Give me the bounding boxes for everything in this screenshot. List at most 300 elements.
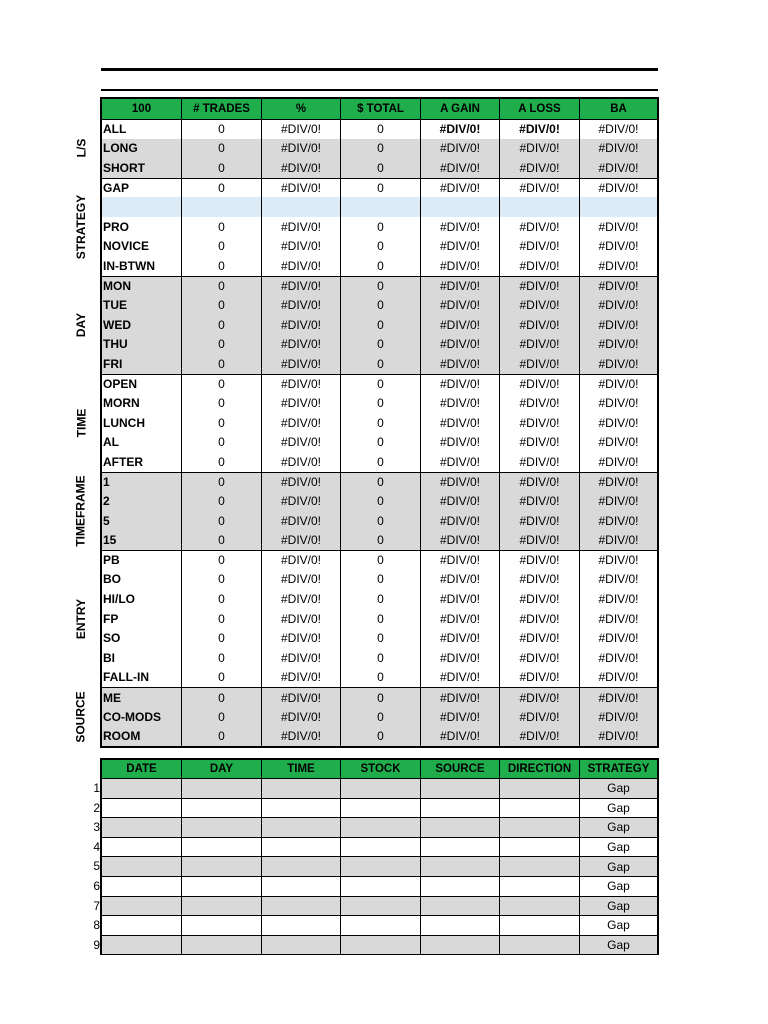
value-cell[interactable]: #DIV/0! [420,609,499,629]
value-cell[interactable]: 0 [181,433,261,453]
value-cell[interactable]: #DIV/0! [499,511,579,531]
value-cell[interactable]: #DIV/0! [579,256,657,276]
log-cell[interactable] [499,897,579,916]
value-cell[interactable]: 0 [340,511,420,531]
section-label-entry [56,550,106,687]
value-cell[interactable]: #DIV/0! [499,217,579,237]
log-cell[interactable] [261,799,340,818]
value-cell[interactable]: 0 [340,726,420,746]
row-label: ME [103,690,121,705]
value-cell[interactable]: 0 [340,609,420,629]
log-cell[interactable] [102,799,181,818]
value-cell[interactable]: #DIV/0! [499,648,579,668]
log-cell[interactable] [340,916,420,935]
value-cell[interactable]: #DIV/0! [579,707,657,727]
summary-header-cell: A LOSS [499,99,579,119]
log-cell[interactable] [181,779,261,798]
value-cell[interactable]: #DIV/0! [420,570,499,590]
value-cell[interactable]: #DIV/0! [261,707,340,727]
section-label-ls [56,119,106,178]
value-cell[interactable] [181,197,261,217]
value-cell[interactable]: #DIV/0! [261,589,340,609]
value-cell[interactable]: #DIV/0! [420,491,499,511]
value-cell[interactable]: #DIV/0! [420,551,499,570]
value-cell[interactable]: #DIV/0! [579,433,657,453]
value-cell[interactable]: #DIV/0! [579,375,657,394]
value-cell[interactable]: #DIV/0! [579,688,657,707]
log-row [102,818,657,838]
log-cell[interactable] [261,916,340,935]
row-label: LONG [103,141,138,156]
value-cell[interactable] [420,197,499,217]
log-strategy-cell[interactable]: Gap [579,818,657,837]
value-cell[interactable]: 0 [181,491,261,511]
value-cell[interactable]: #DIV/0! [261,530,340,550]
value-cell[interactable]: #DIV/0! [261,433,340,453]
value-cell[interactable]: 0 [181,530,261,550]
value-cell[interactable]: #DIV/0! [261,335,340,355]
log-cell[interactable] [102,936,181,955]
log-cell[interactable] [499,916,579,935]
value-cell[interactable]: #DIV/0! [579,315,657,335]
value-cell[interactable]: #DIV/0! [499,491,579,511]
value-cell[interactable]: #DIV/0! [579,511,657,531]
value-cell[interactable]: 0 [181,393,261,413]
log-cell[interactable] [181,916,261,935]
log-row [102,779,657,799]
log-cell[interactable] [340,838,420,857]
value-cell[interactable]: 0 [181,452,261,472]
log-strategy-cell[interactable]: Gap [579,877,657,896]
value-cell[interactable]: #DIV/0! [420,237,499,257]
value-cell[interactable]: 0 [340,668,420,688]
value-cell[interactable]: #DIV/0! [579,120,657,139]
log-cell[interactable] [181,877,261,896]
log-cell[interactable] [499,818,579,837]
log-cell[interactable] [102,877,181,896]
log-strategy-cell[interactable]: Gap [579,916,657,935]
log-row-number: 5 [93,859,100,874]
row-label: MON [103,279,131,294]
summary-row [102,119,657,139]
value-cell[interactable]: #DIV/0! [261,668,340,688]
log-cell[interactable] [420,857,499,876]
value-cell[interactable]: 0 [340,452,420,472]
value-cell[interactable]: #DIV/0! [579,217,657,237]
value-cell[interactable]: #DIV/0! [420,120,499,139]
value-cell[interactable]: #DIV/0! [579,473,657,492]
value-cell[interactable]: 0 [181,551,261,570]
value-cell[interactable]: #DIV/0! [579,413,657,433]
log-cell[interactable] [340,818,420,837]
value-cell[interactable]: #DIV/0! [420,473,499,492]
log-cell[interactable] [420,877,499,896]
value-cell[interactable]: #DIV/0! [499,668,579,688]
summary-row [102,648,657,668]
value-cell[interactable]: #DIV/0! [499,139,579,159]
value-cell[interactable]: #DIV/0! [579,648,657,668]
summary-row [102,276,657,296]
value-cell[interactable]: #DIV/0! [261,354,340,374]
log-strategy-cell[interactable]: Gap [579,897,657,916]
value-cell[interactable]: #DIV/0! [420,726,499,746]
summary-row [102,178,657,198]
value-cell[interactable]: 0 [181,256,261,276]
value-cell[interactable]: #DIV/0! [261,179,340,198]
log-row [102,936,657,956]
summary-row [102,726,657,746]
value-cell[interactable]: #DIV/0! [499,256,579,276]
log-row [102,838,657,858]
value-cell[interactable]: #DIV/0! [420,628,499,648]
row-label: PB [103,553,120,568]
value-cell[interactable]: #DIV/0! [579,354,657,374]
value-cell[interactable]: #DIV/0! [579,491,657,511]
value-cell[interactable]: #DIV/0! [420,688,499,707]
value-cell[interactable]: #DIV/0! [420,256,499,276]
log-row-number: 9 [93,937,100,952]
value-cell[interactable]: 0 [340,375,420,394]
value-cell[interactable]: 0 [340,277,420,296]
log-cell[interactable] [102,838,181,857]
value-cell[interactable]: 0 [181,217,261,237]
log-row-number: 1 [93,781,100,795]
value-cell[interactable]: #DIV/0! [261,315,340,335]
value-cell[interactable]: #DIV/0! [261,139,340,159]
value-cell[interactable]: 0 [181,511,261,531]
value-cell[interactable]: 0 [181,277,261,296]
log-cell[interactable] [102,897,181,916]
value-cell[interactable]: #DIV/0! [499,375,579,394]
section-label-text: DAY [73,312,88,337]
value-cell[interactable]: 0 [340,688,420,707]
value-cell[interactable]: 0 [181,237,261,257]
value-cell[interactable]: #DIV/0! [261,473,340,492]
value-cell[interactable]: #DIV/0! [261,452,340,472]
value-cell[interactable]: #DIV/0! [261,375,340,394]
log-cell[interactable] [181,897,261,916]
summary-row [102,413,657,433]
value-cell[interactable]: 0 [181,707,261,727]
log-cell[interactable] [499,857,579,876]
value-cell[interactable]: #DIV/0! [499,315,579,335]
value-cell[interactable]: #DIV/0! [261,158,340,178]
value-cell[interactable]: #DIV/0! [579,628,657,648]
value-cell[interactable]: #DIV/0! [499,530,579,550]
value-cell[interactable]: #DIV/0! [579,335,657,355]
value-cell[interactable]: #DIV/0! [499,277,579,296]
summary-header-cell: 100 [131,103,152,115]
value-cell[interactable]: #DIV/0! [420,375,499,394]
row-label: ALL [103,122,127,137]
log-strategy-cell[interactable]: Gap [579,857,657,876]
value-cell[interactable]: 0 [340,628,420,648]
value-cell[interactable]: #DIV/0! [420,393,499,413]
log-cell[interactable] [261,818,340,837]
summary-row [102,628,657,648]
value-cell[interactable]: #DIV/0! [420,158,499,178]
value-cell[interactable]: #DIV/0! [499,237,579,257]
value-cell[interactable]: 0 [181,315,261,335]
row-label: NOVICE [103,239,150,254]
summary-header-cell: $ TOTAL [340,99,420,119]
log-cell[interactable] [261,857,340,876]
summary-header-cell: % [261,99,340,119]
row-label: IN-BTWN [103,258,155,273]
value-cell[interactable]: #DIV/0! [579,139,657,159]
value-cell[interactable]: #DIV/0! [420,433,499,453]
log-cell[interactable] [499,799,579,818]
value-cell[interactable]: #DIV/0! [261,393,340,413]
value-cell[interactable]: #DIV/0! [579,277,657,296]
log-cell[interactable] [102,779,181,798]
value-cell[interactable]: #DIV/0! [261,551,340,570]
log-row [102,916,657,936]
value-cell[interactable]: #DIV/0! [499,413,579,433]
value-cell[interactable]: #DIV/0! [420,668,499,688]
value-cell[interactable]: 0 [340,335,420,355]
value-cell[interactable]: #DIV/0! [261,628,340,648]
value-cell[interactable]: 0 [340,530,420,550]
log-cell[interactable] [261,936,340,955]
value-cell[interactable]: 0 [340,570,420,590]
log-cell[interactable] [340,799,420,818]
value-cell[interactable]: 0 [340,413,420,433]
value-cell[interactable]: #DIV/0! [420,452,499,472]
value-cell[interactable]: #DIV/0! [579,393,657,413]
summary-row [102,530,657,550]
value-cell[interactable]: #DIV/0! [261,295,340,315]
value-cell[interactable]: 0 [181,179,261,198]
value-cell[interactable]: #DIV/0! [579,237,657,257]
value-cell[interactable]: #DIV/0! [420,335,499,355]
value-cell[interactable]: 0 [181,139,261,159]
value-cell[interactable]: 0 [181,354,261,374]
log-cell[interactable] [181,799,261,818]
value-cell[interactable]: #DIV/0! [261,277,340,296]
value-cell[interactable]: #DIV/0! [499,158,579,178]
log-cell[interactable] [340,897,420,916]
value-cell[interactable]: #DIV/0! [579,530,657,550]
value-cell[interactable]: #DIV/0! [499,120,579,139]
value-cell[interactable]: 0 [181,375,261,394]
value-cell[interactable]: 0 [340,179,420,198]
value-cell[interactable]: 0 [340,433,420,453]
value-cell[interactable] [261,197,340,217]
value-cell[interactable]: #DIV/0! [261,237,340,257]
value-cell[interactable]: #DIV/0! [579,295,657,315]
value-cell[interactable]: #DIV/0! [579,589,657,609]
value-cell[interactable]: 0 [340,354,420,374]
value-cell[interactable]: 0 [340,551,420,570]
value-cell[interactable]: 0 [340,393,420,413]
log-cell[interactable] [181,838,261,857]
value-cell[interactable]: 0 [181,628,261,648]
value-cell[interactable]: #DIV/0! [420,217,499,237]
value-cell[interactable]: 0 [340,315,420,335]
log-cell[interactable] [499,877,579,896]
value-cell[interactable]: #DIV/0! [579,158,657,178]
value-cell[interactable]: 0 [340,707,420,727]
log-cell[interactable] [102,857,181,876]
value-cell[interactable] [340,197,420,217]
log-cell[interactable] [420,897,499,916]
summary-row [102,433,657,453]
value-cell[interactable]: #DIV/0! [420,315,499,335]
value-cell[interactable]: 0 [340,491,420,511]
log-cell[interactable] [181,818,261,837]
value-cell[interactable]: 0 [340,237,420,257]
log-cell[interactable] [420,916,499,935]
log-row-number: 8 [93,918,100,933]
value-cell[interactable]: 0 [181,413,261,433]
value-cell[interactable]: #DIV/0! [420,530,499,550]
value-cell[interactable]: #DIV/0! [261,609,340,629]
log-strategy-cell[interactable]: Gap [579,799,657,818]
log-cell[interactable] [499,838,579,857]
value-cell[interactable]: #DIV/0! [579,609,657,629]
value-cell[interactable]: #DIV/0! [499,609,579,629]
value-cell[interactable]: #DIV/0! [420,648,499,668]
summary-row [102,256,657,276]
value-cell[interactable] [579,197,657,217]
value-cell[interactable]: 0 [340,589,420,609]
value-cell[interactable]: #DIV/0! [499,393,579,413]
log-cell[interactable] [261,838,340,857]
value-cell[interactable]: #DIV/0! [499,433,579,453]
value-cell[interactable]: #DIV/0! [261,511,340,531]
value-cell[interactable]: 0 [181,609,261,629]
value-cell[interactable]: #DIV/0! [420,511,499,531]
value-cell[interactable]: #DIV/0! [261,726,340,746]
value-cell[interactable]: 0 [340,120,420,139]
log-cell[interactable] [340,877,420,896]
log-header-cell: STOCK [340,760,420,778]
log-row [102,897,657,917]
value-cell[interactable]: #DIV/0! [420,139,499,159]
log-cell[interactable] [420,779,499,798]
value-cell[interactable]: #DIV/0! [420,413,499,433]
value-cell[interactable]: #DIV/0! [420,707,499,727]
value-cell[interactable] [499,197,579,217]
value-cell[interactable]: #DIV/0! [261,120,340,139]
value-cell[interactable]: 0 [181,668,261,688]
value-cell[interactable]: #DIV/0! [579,551,657,570]
log-cell[interactable] [340,779,420,798]
log-cell[interactable] [181,936,261,955]
value-cell[interactable]: #DIV/0! [499,452,579,472]
value-cell[interactable]: #DIV/0! [579,668,657,688]
value-cell[interactable]: #DIV/0! [420,354,499,374]
log-cell[interactable] [181,857,261,876]
value-cell[interactable]: 0 [340,295,420,315]
value-cell[interactable]: 0 [340,158,420,178]
log-cell[interactable] [261,877,340,896]
value-cell[interactable]: #DIV/0! [499,295,579,315]
value-cell[interactable]: #DIV/0! [499,551,579,570]
row-label: FALL-IN [103,670,149,685]
log-strategy-cell[interactable]: Gap [579,936,657,955]
row-label: GAP [103,181,130,196]
summary-row [102,295,657,315]
log-cell[interactable] [261,897,340,916]
log-cell[interactable] [261,779,340,798]
value-cell[interactable]: #DIV/0! [579,452,657,472]
value-cell[interactable]: #DIV/0! [499,726,579,746]
row-label: 15 [103,533,117,548]
value-cell[interactable]: #DIV/0! [261,648,340,668]
value-cell[interactable]: #DIV/0! [420,589,499,609]
value-cell[interactable]: 0 [181,295,261,315]
value-cell[interactable]: #DIV/0! [499,589,579,609]
value-cell[interactable]: #DIV/0! [499,688,579,707]
row-label: MORN [103,396,140,411]
value-cell[interactable]: 0 [340,139,420,159]
value-cell[interactable]: #DIV/0! [420,295,499,315]
log-row-number: 6 [93,879,100,893]
value-cell[interactable]: #DIV/0! [499,179,579,198]
log-cell[interactable] [499,779,579,798]
value-cell[interactable]: 0 [181,570,261,590]
log-cell[interactable] [102,916,181,935]
value-cell[interactable]: 0 [340,217,420,237]
value-cell[interactable]: 0 [181,473,261,492]
log-cell[interactable] [499,936,579,955]
value-cell[interactable]: 0 [340,473,420,492]
log-cell[interactable] [420,818,499,837]
title-rule-top [101,68,658,71]
value-cell[interactable]: #DIV/0! [420,277,499,296]
value-cell[interactable]: 0 [181,335,261,355]
value-cell[interactable]: #DIV/0! [499,707,579,727]
log-cell[interactable] [340,857,420,876]
value-cell[interactable]: #DIV/0! [499,570,579,590]
value-cell[interactable]: #DIV/0! [499,354,579,374]
value-cell[interactable]: 0 [181,589,261,609]
log-row-number: 2 [93,800,100,815]
value-cell[interactable]: #DIV/0! [579,179,657,198]
value-cell[interactable]: 0 [340,256,420,276]
value-cell[interactable]: 0 [181,648,261,668]
value-cell[interactable]: #DIV/0! [261,217,340,237]
value-cell[interactable]: #DIV/0! [499,473,579,492]
log-strategy-cell[interactable]: Gap [579,838,657,857]
value-cell[interactable]: 0 [340,648,420,668]
value-cell[interactable]: 0 [181,688,261,707]
log-cell[interactable] [102,818,181,837]
value-cell[interactable]: #DIV/0! [579,570,657,590]
log-cell[interactable] [340,936,420,955]
log-strategy-cell[interactable]: Gap [579,779,657,798]
summary-row [102,550,657,570]
value-cell[interactable]: #DIV/0! [261,491,340,511]
value-cell[interactable]: 0 [181,726,261,746]
value-cell[interactable]: #DIV/0! [579,726,657,746]
value-cell[interactable]: #DIV/0! [420,179,499,198]
value-cell[interactable]: #DIV/0! [261,413,340,433]
value-cell[interactable]: 0 [181,158,261,178]
value-cell[interactable]: #DIV/0! [261,688,340,707]
value-cell[interactable]: 0 [181,120,261,139]
section-label-text: ENTRY [73,598,88,639]
value-cell[interactable]: #DIV/0! [499,335,579,355]
value-cell[interactable]: #DIV/0! [261,570,340,590]
value-cell[interactable]: #DIV/0! [261,256,340,276]
log-cell[interactable] [420,799,499,818]
value-cell[interactable]: #DIV/0! [499,628,579,648]
log-cell[interactable] [420,936,499,955]
log-cell[interactable] [420,838,499,857]
